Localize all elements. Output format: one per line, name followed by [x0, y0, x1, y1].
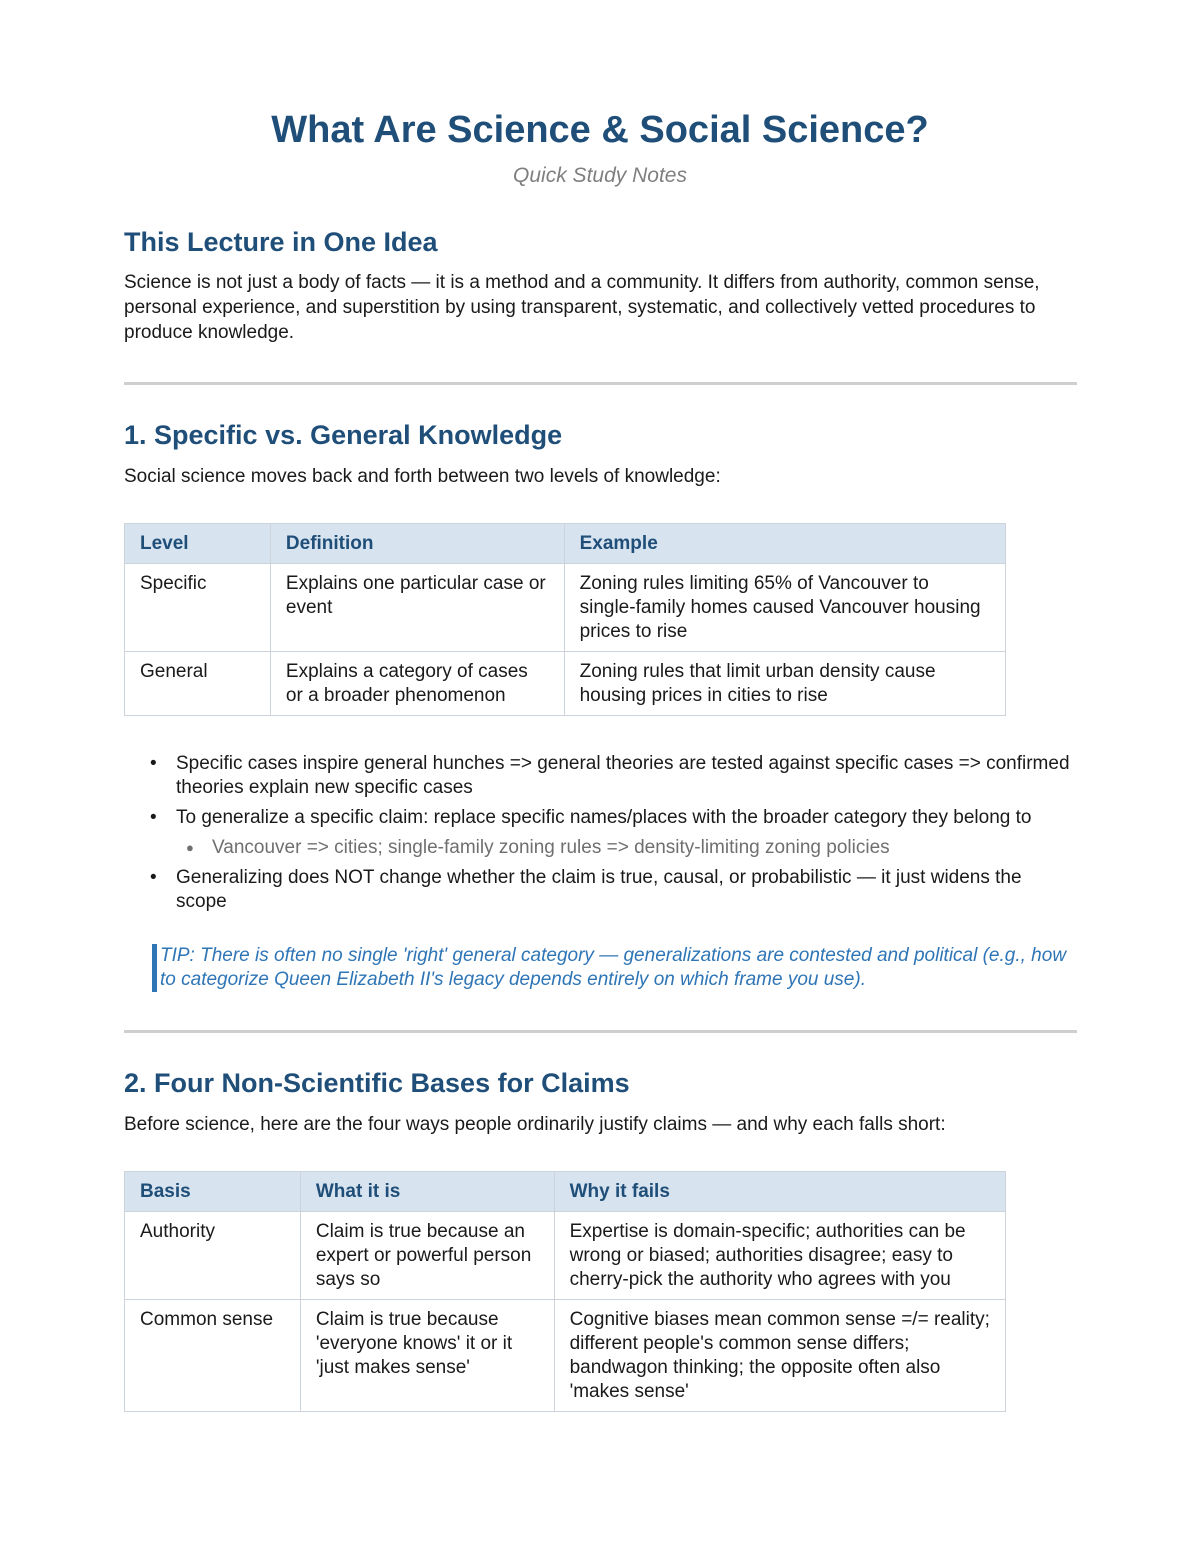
- bullet-icon: •: [150, 807, 157, 828]
- page-subtitle: Quick Study Notes: [513, 164, 687, 187]
- table-row: [125, 652, 1006, 716]
- section2-heading: 2. Four Non-Scientific Bases for Claims: [124, 1068, 630, 1098]
- table-cell: Zoning rules limiting 65% of Vancouver to single-family homes caused Vancouver housing prices to rise: [564, 564, 1005, 652]
- sub-list-item: [124, 836, 1076, 860]
- section2-lead: Before science, here are the four ways people ordinarily justify claims — and why each falls short:: [124, 1114, 946, 1135]
- list-item: [124, 752, 1076, 800]
- non-scientific-bases-table: [124, 1171, 1006, 1412]
- list-item: [124, 806, 1076, 830]
- page-title: What Are Science & Social Science?: [271, 109, 929, 151]
- table-row: [125, 564, 1006, 652]
- list-item-text: Vancouver => cities; single-family zoning rules => density-limiting zoning policies: [212, 837, 890, 858]
- table-row: [125, 1300, 1006, 1412]
- table-cell: General: [125, 652, 271, 716]
- bullet-icon: •: [150, 753, 157, 774]
- table-cell: Explains a category of cases or a broader phenomenon: [270, 652, 564, 716]
- table-header-cell: Level: [125, 524, 271, 564]
- section1-bullet-list: [124, 752, 1076, 920]
- section-divider: [124, 1030, 1077, 1033]
- table-cell: Common sense: [125, 1300, 301, 1412]
- table-cell: Specific: [125, 564, 271, 652]
- bullet-icon: •: [150, 867, 157, 888]
- list-item-text: Specific cases inspire general hunches => general theories are tested against specific cases => confirmed theories explain new specific cases: [176, 753, 1070, 798]
- knowledge-levels-table: [124, 523, 1006, 716]
- table-header-cell: Example: [564, 524, 1005, 564]
- intro-paragraph: Science is not just a body of facts — it is a method and a community. It differs from authority, common sense, personal experience, and superstition by using transparent, systematic, and collectively vetted procedures to produce knowledge.: [124, 272, 1040, 343]
- table-header-cell: What it is: [300, 1172, 554, 1212]
- section-divider: [124, 382, 1077, 385]
- table-cell: Authority: [125, 1212, 301, 1300]
- table-cell: Claim is true because 'everyone knows' it or it 'just makes sense': [300, 1300, 554, 1412]
- tip-callout: TIP: There is often no single 'right' general category — generalizations are contested and political (e.g., how to categorize Queen Elizabeth II's legacy depends entirely on which frame you use).: [152, 944, 1080, 992]
- table-header-cell: Basis: [125, 1172, 301, 1212]
- table-row: [125, 1212, 1006, 1300]
- list-item-text: To generalize a specific claim: replace specific names/places with the broader category they belong to: [176, 807, 1032, 828]
- table-cell: Explains one particular case or event: [270, 564, 564, 652]
- intro-heading: This Lecture in One Idea: [124, 227, 438, 257]
- table-cell: Cognitive biases mean common sense =/= reality; different people's common sense differs; bandwagon thinking; the opposite often also 'makes sense': [554, 1300, 1005, 1412]
- table-cell: Expertise is domain-specific; authorities can be wrong or biased; authorities disagree; easy to cherry-pick the authority who agrees with you: [554, 1212, 1005, 1300]
- table-header-row: [125, 524, 1006, 564]
- section1-lead: Social science moves back and forth between two levels of knowledge:: [124, 466, 721, 487]
- section1-heading: 1. Specific vs. General Knowledge: [124, 420, 563, 450]
- table-cell: Claim is true because an expert or powerful person says so: [300, 1212, 554, 1300]
- sub-bullet-icon: ●: [186, 840, 194, 855]
- table-cell: Zoning rules that limit urban density cause housing prices in cities to rise: [564, 652, 1005, 716]
- table-header-cell: Definition: [270, 524, 564, 564]
- list-item: [124, 866, 1076, 914]
- list-item-text: Generalizing does NOT change whether the claim is true, causal, or probabilistic — it just widens the scope: [176, 867, 1022, 912]
- table-header-cell: Why it fails: [554, 1172, 1005, 1212]
- table-header-row: [125, 1172, 1006, 1212]
